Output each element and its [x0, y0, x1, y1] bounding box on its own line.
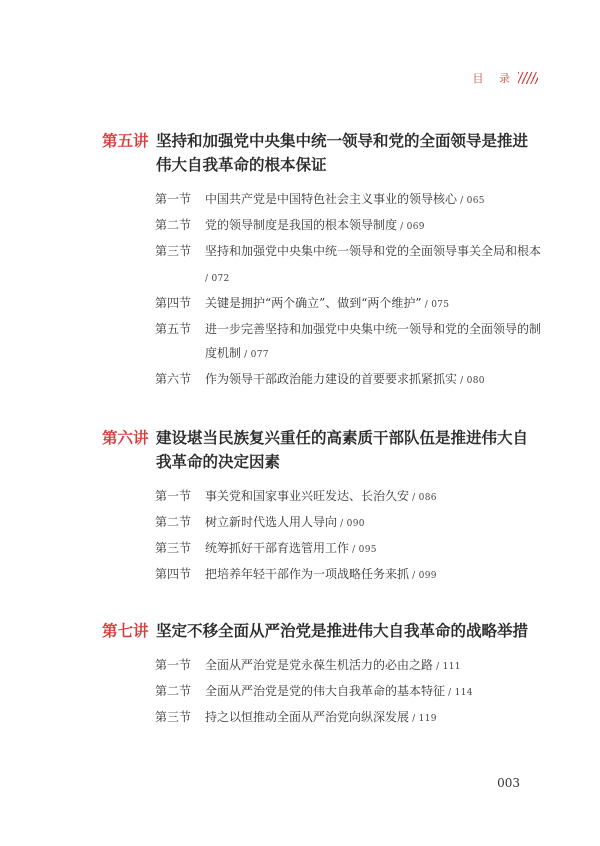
section-title: 关键是拥护“两个确立”、做到“两个维护”	[205, 296, 422, 310]
hatch-ornament	[518, 72, 538, 84]
section-title: 坚持和加强党中央集中统一领导和党的全面领导事关全局和根本	[205, 244, 542, 258]
section-title: 事关党和国家事业兴旺发达、长治久安	[205, 489, 410, 503]
page-number: 003	[497, 776, 520, 790]
section-number: 第一节	[155, 192, 192, 206]
section-title: 进一步完善坚持和加强党中央集中统一领导和党的全面领导的制度机制	[205, 322, 542, 360]
section-title: 中国共产党是中国特色社会主义事业的领导核心	[205, 192, 458, 206]
section-title: 全面从严治党是党的伟大自我革命的基本特征	[205, 684, 446, 698]
lecture-5	[102, 129, 542, 393]
section-number: 第三节	[155, 244, 192, 258]
section-number: 第一节	[155, 658, 192, 672]
section-number: 第三节	[155, 710, 192, 724]
lecture-heading	[102, 426, 542, 474]
toc-entry[interactable]	[102, 562, 542, 588]
section-title: 统筹抓好干部育选管用工作	[205, 541, 350, 555]
toc-entry[interactable]	[102, 536, 542, 562]
running-header-label: 目 录	[472, 72, 516, 85]
toc-entry[interactable]	[102, 317, 542, 367]
section-number: 第五节	[155, 322, 192, 336]
lecture-title: 坚定不移全面从严治党是推进伟大自我革命的战略举措	[156, 622, 529, 640]
section-number: 第三节	[155, 541, 192, 555]
section-title: 树立新时代选人用人导向	[205, 515, 338, 529]
section-list	[102, 187, 542, 393]
section-number: 第二节	[155, 218, 192, 232]
running-header	[473, 70, 539, 86]
page-ref: / 072	[205, 274, 230, 284]
toc-entry[interactable]	[102, 187, 542, 213]
section-title: 党的领导制度是我国的根本领导制度	[205, 218, 398, 232]
toc-entry[interactable]	[102, 484, 542, 510]
toc-entry[interactable]	[102, 510, 542, 536]
section-number: 第四节	[155, 567, 192, 581]
page-ref: / 077	[241, 350, 269, 360]
section-number: 第一节	[155, 489, 192, 503]
lecture-heading	[102, 129, 542, 177]
page-ref: / 095	[349, 545, 377, 555]
page-ref: / 114	[445, 688, 473, 698]
lecture-title: 建设堪当民族复兴重任的高素质干部队伍是推进伟大自我革命的决定因素	[156, 429, 529, 471]
toc-entry[interactable]	[102, 705, 542, 731]
section-title: 作为领导干部政治能力建设的首要要求抓紧抓实	[205, 372, 458, 386]
toc-entry[interactable]	[102, 291, 542, 317]
toc-entry[interactable]	[102, 679, 542, 705]
lecture-number: 第六讲	[102, 429, 149, 447]
page-ref: / 069	[397, 222, 425, 232]
page-ref: / 119	[409, 714, 437, 724]
section-number: 第二节	[155, 515, 192, 529]
section-title: 把培养年轻干部作为一项战略任务来抓	[205, 567, 410, 581]
section-title: 全面从严治党是党永葆生机活力的必由之路	[205, 658, 434, 672]
lecture-number: 第五讲	[102, 132, 149, 150]
page-ref: / 075	[421, 300, 450, 310]
toc-entry[interactable]	[102, 213, 542, 239]
page-ref: / 086	[409, 493, 437, 503]
page-ref: / 099	[409, 571, 437, 581]
toc-entry[interactable]	[102, 367, 542, 393]
section-number: 第四节	[155, 296, 192, 310]
page-ref: / 065	[457, 196, 485, 206]
page-ref: / 090	[337, 519, 365, 529]
section-title: 持之以恒推动全面从严治党向纵深发展	[205, 710, 410, 724]
lecture-number: 第七讲	[102, 622, 149, 640]
section-number: 第二节	[155, 684, 192, 698]
lecture-heading	[102, 619, 542, 643]
section-list	[102, 653, 542, 731]
lecture-6	[102, 426, 542, 588]
toc-entry[interactable]	[102, 239, 542, 291]
lecture-7	[102, 619, 542, 731]
page-ref: / 080	[457, 376, 485, 386]
section-number: 第六节	[155, 372, 192, 386]
section-list	[102, 484, 542, 588]
lecture-title: 坚持和加强党中央集中统一领导和党的全面领导是推进伟大自我革命的根本保证	[156, 132, 529, 174]
toc-entry[interactable]	[102, 653, 542, 679]
page-ref: / 111	[433, 662, 461, 672]
